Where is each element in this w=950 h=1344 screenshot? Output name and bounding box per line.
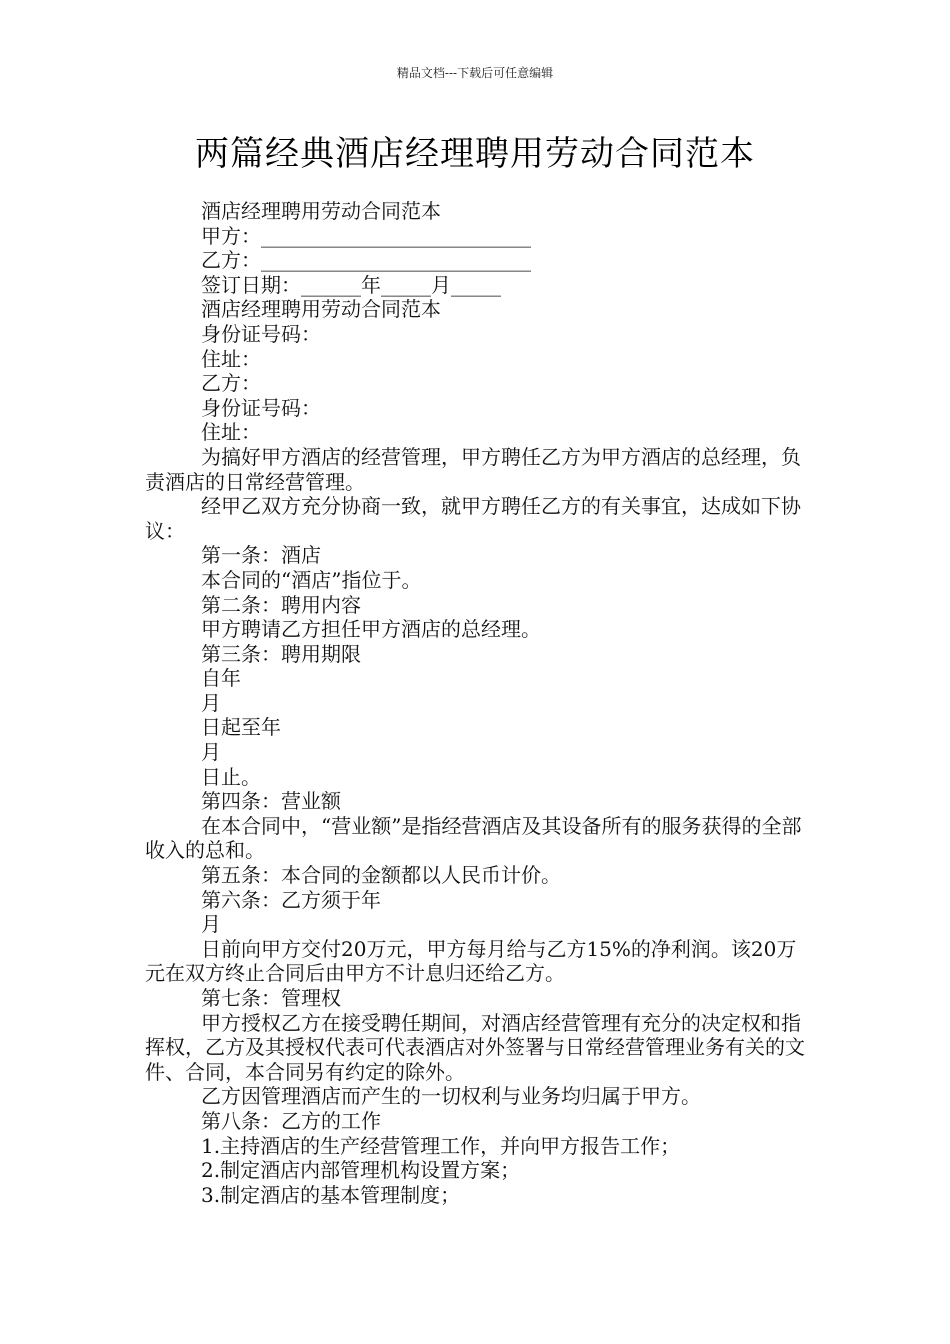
paragraph: 月 (201, 740, 221, 765)
paragraph: 月 (201, 912, 221, 937)
paragraph: 第四条：营业额 (201, 789, 341, 814)
document-title: 两篇经典酒店经理聘用劳动合同范本 (195, 134, 755, 174)
paragraph: 第三条：聘用期限 (201, 641, 361, 666)
paragraph: 1.主持酒店的生产经营管理工作，并向甲方报告工作； (201, 1133, 681, 1158)
paragraph: 住址： (201, 346, 261, 371)
paragraph: 第五条：本合同的金额都以人民币计价。 (201, 863, 561, 888)
paragraph: 酒店经理聘用劳动合同范本 (201, 297, 441, 322)
paragraph: 为搞好甲方酒店的经营管理，甲方聘任乙方为甲方酒店的总经理，负责酒店的日常经营管理。 (145, 444, 801, 494)
page-header: 精品文档---下载后可任意编辑 (396, 66, 554, 80)
document-body (145, 199, 810, 1207)
paragraph: 甲方授权乙方在接受聘任期间，对酒店经营管理有充分的决定权和指挥权，乙方及其授权代表可代表酒店对外签署与日常经营管理业务有关的文件、合同，本合同另有约定的除外。 (145, 1010, 805, 1084)
paragraph: 第一条：酒店 (201, 543, 321, 568)
paragraph: 本合同的“酒店”指位于。 (201, 567, 422, 592)
paragraph: 3.制定酒店的基本管理制度； (201, 1182, 461, 1207)
paragraph: 第六条：乙方须于年 (201, 887, 381, 912)
paragraph: 2.制定酒店内部管理机构设置方案； (201, 1158, 521, 1183)
paragraph: 甲方聘请乙方担任甲方酒店的总经理。 (201, 617, 541, 642)
paragraph: 月 (201, 690, 221, 715)
paragraph: 身份证号码： (201, 321, 321, 346)
paragraph: 签订日期：______年_____月_____ (201, 272, 501, 297)
paragraph: 日起至年 (201, 715, 281, 740)
paragraph: 乙方：___________________________ (201, 248, 531, 273)
paragraph: 日前向甲方交付20万元，甲方每月给与乙方15%的净利润。该20万元在双方终止合同后由甲方不计息归还给乙方。 (145, 936, 797, 986)
paragraph: 第七条：管理权 (201, 986, 341, 1010)
paragraph: 日止。 (201, 764, 261, 789)
paragraph: 甲方：___________________________ (201, 223, 531, 248)
paragraph: 乙方因管理酒店而产生的一切权利与业务均归属于甲方。 (201, 1084, 701, 1109)
paragraph: 自年 (201, 666, 241, 691)
paragraph: 酒店经理聘用劳动合同范本 (201, 199, 441, 223)
paragraph: 第八条：乙方的工作 (201, 1108, 381, 1133)
paragraph: 第二条：聘用内容 (201, 592, 361, 617)
paragraph: 身份证号码： (201, 395, 321, 420)
paragraph: 经甲乙双方充分协商一致，就甲方聘任乙方的有关事宜，达成如下协议： (145, 494, 801, 543)
paragraph: 乙方： (201, 371, 261, 396)
paragraph: 住址： (201, 420, 261, 445)
paragraph: 在本合同中，“营业额”是指经营酒店及其设备所有的服务获得的全部收入的总和。 (145, 813, 802, 863)
